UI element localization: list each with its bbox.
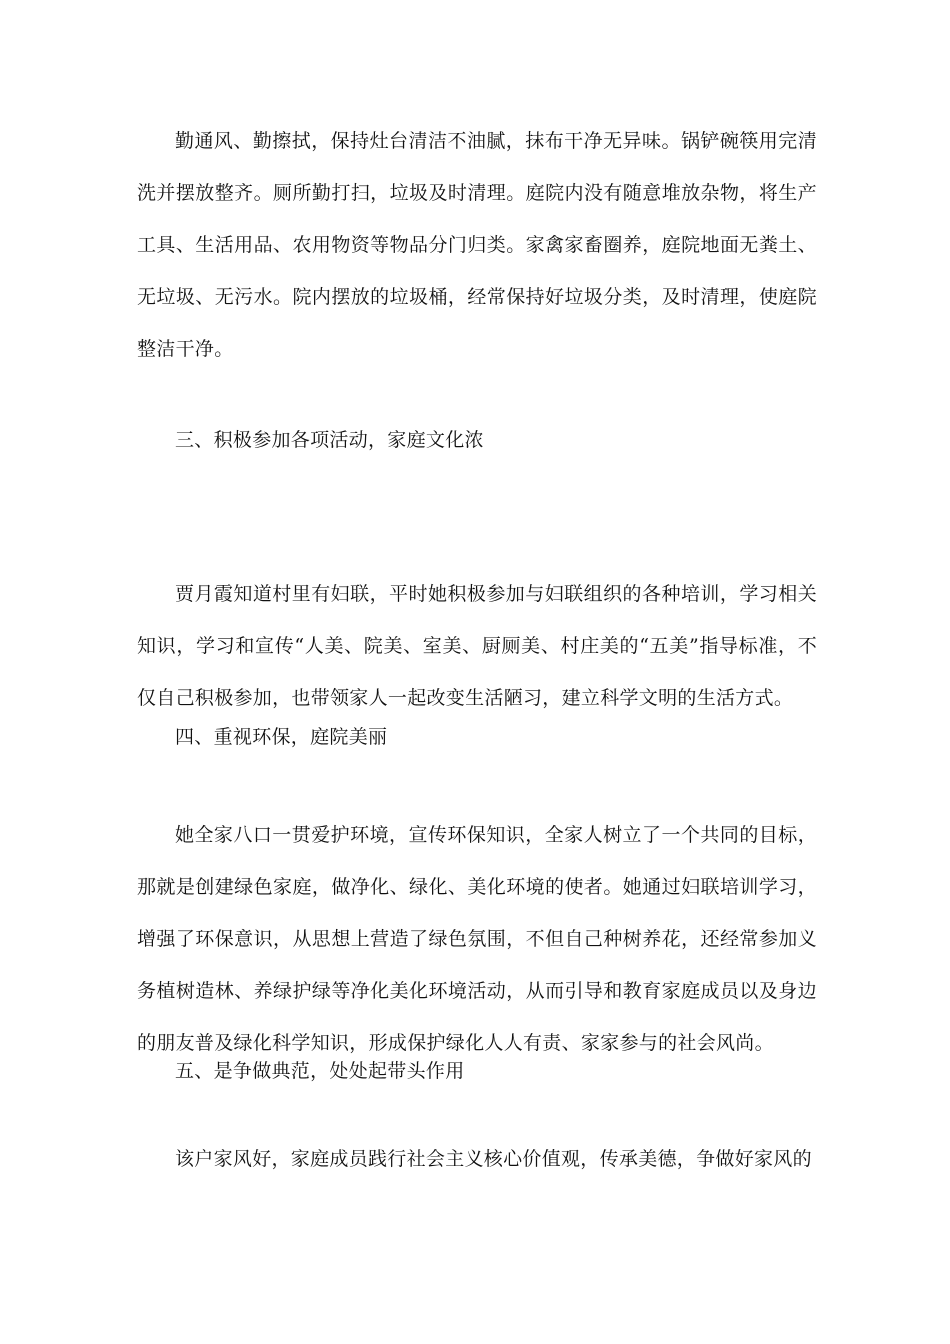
section-heading-5: 五、是争做典范，处处起带头作用: [175, 1060, 465, 1082]
paragraph-family-tradition: 该户家风好，家庭成员践行社会主义核心价值观，传承美德，争做好家风的: [175, 1148, 812, 1170]
paragraph-environmental-protection: 她全家八口一贯爱护环境，宣传环保知识，全家人树立了一个共同的目标，那就是创建绿色家庭，做净化、绿化、美化环境的使者。她通过妇联培训学习，增强了环保意识，从思想上营造了绿色氛围，不但自己种树养花，还经常参加义务植树造林、养绿护绿等净化美化环境活动，从而引导和教育家庭成员以及身边的朋友普及绿化科学知识，形成保护绿化人人有责、家家参与的社会风尚。: [137, 824, 817, 1054]
section-heading-3: 三、积极参加各项活动，家庭文化浓: [175, 429, 484, 451]
paragraph-kitchen-courtyard-cleanliness: 勤通风、勤擦拭，保持灶台清洁不油腻，抹布干净无异味。锅铲碗筷用完清洗并摆放整齐。厕所勤打扫，垃圾及时清理。庭院内没有随意堆放杂物，将生产工具、生活用品、农用物资等物品分门归类。家禽家畜圈养，庭院地面无粪土、无垃圾、无污水。院内摆放的垃圾桶，经常保持好垃圾分类，及时清理，使庭院整洁干净。: [137, 130, 817, 360]
paragraph-women-federation-activities: 贾月霞知道村里有妇联，平时她积极参加与妇联组织的各种培训，学习相关知识，学习和宣传“人美、院美、室美、厨厕美、村庄美的“五美”指导标准，不仅自己积极参加，也带领家人一起改变生活陋习，建立科学文明的生活方式。: [137, 583, 817, 709]
section-heading-4: 四、重视环保，庭院美丽: [175, 726, 388, 748]
